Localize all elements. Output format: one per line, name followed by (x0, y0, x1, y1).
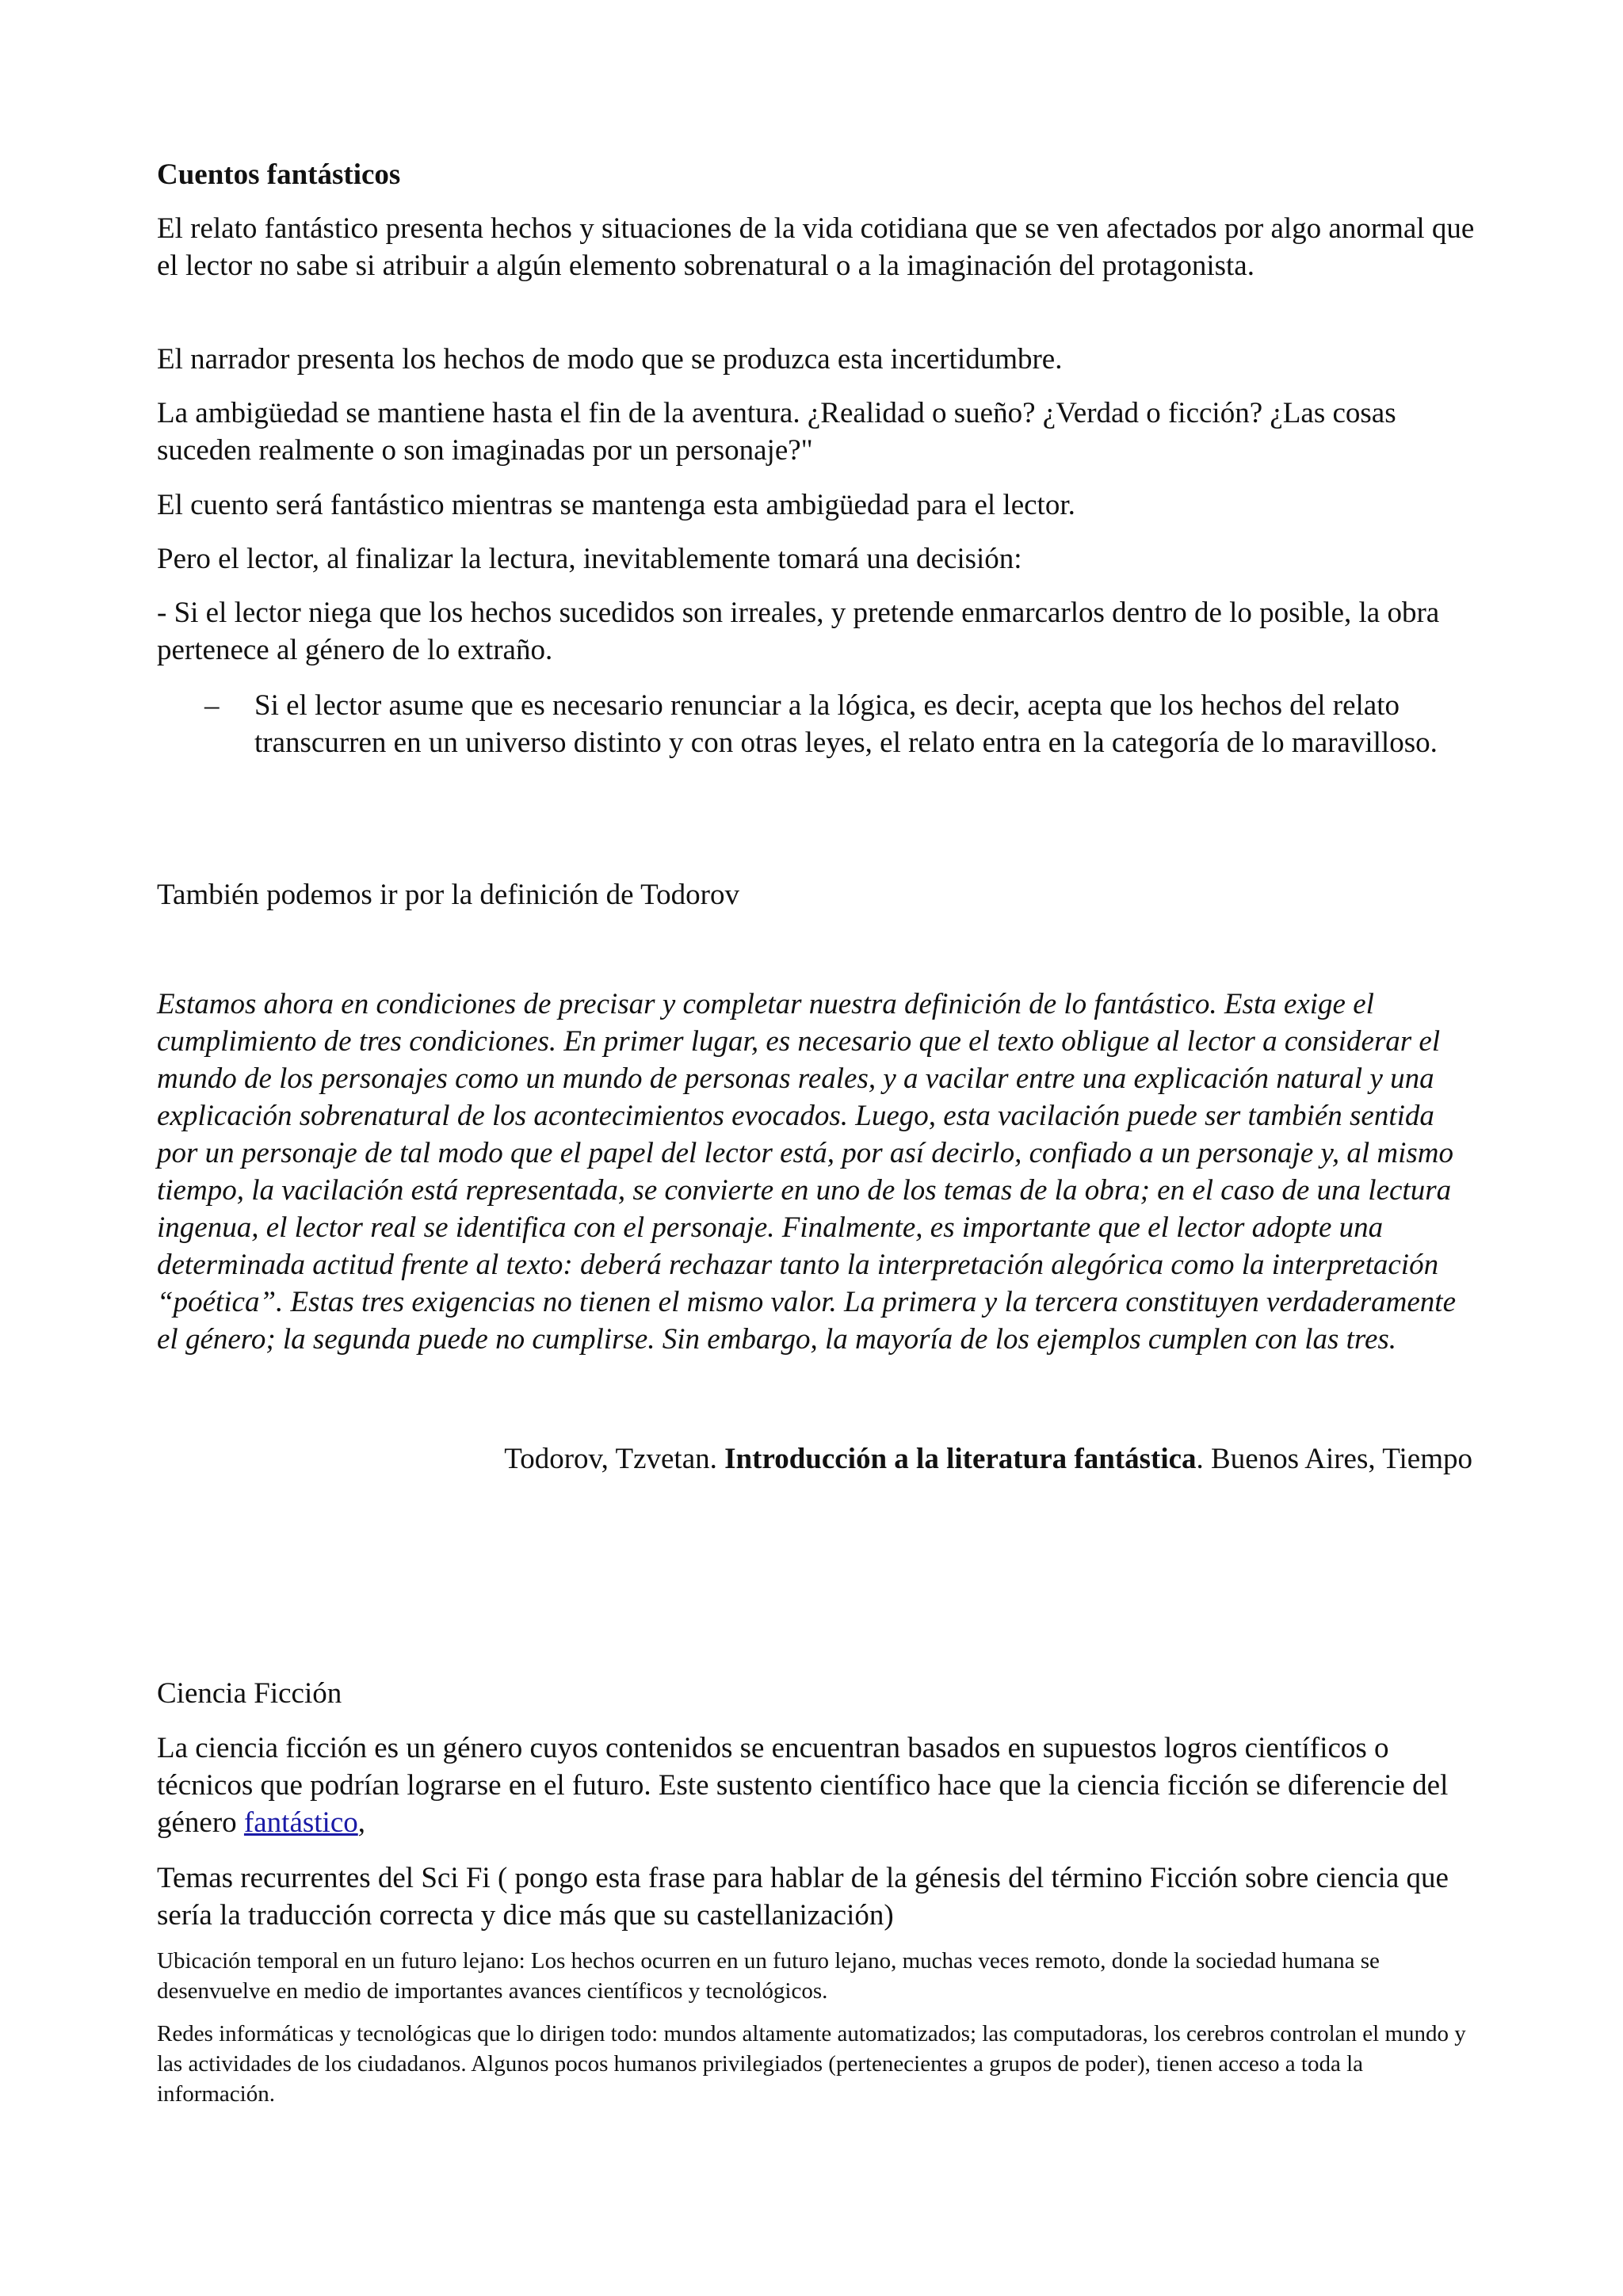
link-fantastico[interactable]: fantástico (243, 1806, 358, 1839)
paragraph-ciencia-ficcion-text: La ciencia ficción es un género cuyos contenidos se encuentran basados en supuestos logros científicos o técnicos que podrían lograrse en el futuro. Este sustento científico hace que la ciencia ficción se diferencie del género (157, 1732, 1449, 1839)
citation-publisher: . Buenos Aires, Tiempo (1196, 1443, 1472, 1475)
dash-bullet-icon: – (204, 689, 220, 722)
section-title-ciencia-ficcion: Ciencia Ficción (157, 1677, 342, 1710)
paragraph-todorov-intro: También podemos ir por la definición de Todorov (157, 879, 739, 911)
paragraph-decision: Pero el lector, al finalizar la lectura, inevitablemente tomará una decisión: (157, 543, 1022, 575)
paragraph-lo-extrano: - Si el lector niega que los hechos sucedidos son irreales, y pretende enmarcarlos dentro de lo posible, la obra pertenece al género de lo extraño. (157, 597, 1440, 666)
bullet-text-maravilloso: Si el lector asume que es necesario renunciar a la lógica, es decir, acepta que los hechos del relato transcurren en un universo distinto y con otras leyes, el relato entra en la categoría de lo maravilloso. (254, 689, 1438, 759)
citation-book-title: Introducción a la literatura fantástica (724, 1443, 1197, 1475)
section-title-cuentos-fantasticos: Cuentos fantásticos (157, 158, 401, 191)
citation-todorov (157, 1440, 1472, 1478)
paragraph-relato-fantastico: El relato fantástico presenta hechos y situaciones de la vida cotidiana que se ven afectados por algo anormal que el lector no sabe si atribuir a algún elemento sobrenatural o a la imaginación del protagonista. (157, 212, 1475, 282)
quote-todorov: Estamos ahora en condiciones de precisar y completar nuestra definición de lo fantástico. Esta exige el cumplimiento de tres condiciones. En primer lugar, es necesario que el texto obligue al lector a considerar el mundo de los personajes como un mundo de personas reales, y a vacilar entre una explicación natural y una explicación sobrenatural de los acontecimientos evocados. Luego, esta vacilación puede ser también sentida por un personaje de tal modo que el papel del lector está, por así decirlo, confiado a un personaje y, al mismo tiempo, la vacilación está representada, se convierte en uno de los temas de la obra; en el caso de una lectura ingenua, el lector real se identifica con el personaje. Finalmente, es importante que el lector adopte una determinada actitud frente al texto: deberá rechazar tanto la interpretación alegórica como la interpretación “poética”. Estas tres exigencias no tienen el mismo valor. La primera y la tercera constituyen verdaderamente el género; la segunda puede no cumplirse. Sin embargo, la mayoría de los ejemplos cumplen con las tres. (157, 988, 1457, 1356)
paragraph-temas-recurrentes: Temas recurrentes del Sci Fi ( pongo esta frase para hablar de la génesis del término Ficción sobre ciencia que sería la traducción correcta y dice más que su castellanización) (157, 1862, 1449, 1932)
paragraph-ciencia-ficcion-comma: , (357, 1806, 365, 1839)
paragraph-cuento-fantastico: El cuento será fantástico mientras se mantenga esta ambigüedad para el lector. (157, 489, 1075, 521)
paragraph-ubicacion-temporal: Ubicación temporal en un futuro lejano: Los hechos ocurren en un futuro lejano, muchas veces remoto, donde la sociedad humana se desenvuelve en medio de importantes avances científicos y tecnológicos. (157, 1948, 1380, 2004)
paragraph-redes-informaticas: Redes informáticas y tecnológicas que lo dirigen todo: mundos altamente automatizados; las computadoras, los cerebros controlan el mundo y las actividades de los ciudadanos. Algunos pocos humanos privilegiados (pertenecientes a grupos de poder), tienen acceso a toda la información. (157, 2021, 1466, 2107)
paragraph-ciencia-ficcion (157, 1730, 1480, 1841)
citation-author: Todorov, Tzvetan. (504, 1443, 725, 1475)
paragraph-narrador: El narrador presenta los hechos de modo que se produzca esta incertidumbre. (157, 343, 1063, 376)
paragraph-ambiguedad: La ambigüedad se mantiene hasta el fin de la aventura. ¿Realidad o sueño? ¿Verdad o ficción? ¿Las cosas suceden realmente o son imaginadas por un personaje?" (157, 397, 1396, 467)
